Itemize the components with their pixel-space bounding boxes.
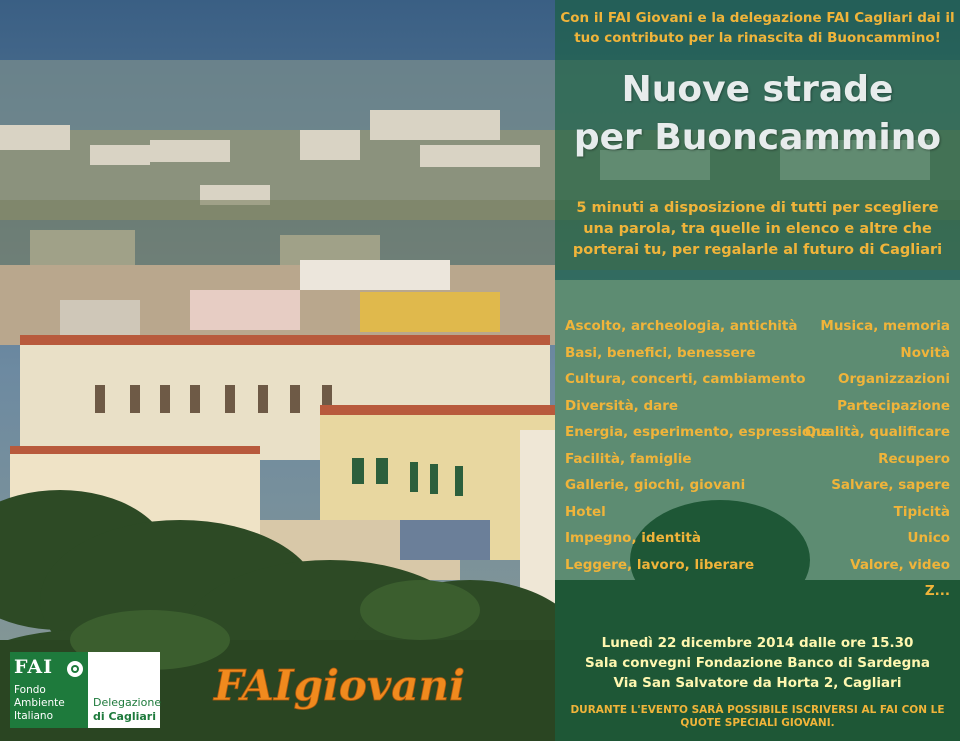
word-right-t: Tipicità (893, 504, 950, 520)
fai-logo-sub-2: Ambiente (14, 697, 65, 709)
fai-logo (10, 652, 160, 728)
fai-logo-sub-1: Fondo (14, 684, 46, 696)
word-left-i: Impegno, identità (565, 530, 701, 546)
word-right-v: Valore, video (850, 557, 950, 573)
word-right-z: Z... (924, 583, 950, 599)
poster-title (560, 66, 955, 162)
event-address: Via San Salvatore da Horta 2, Cagliari (613, 675, 902, 691)
word-left-l: Leggere, lavoro, liberare (565, 557, 755, 573)
word-right-m: Musica, memoria (820, 318, 950, 334)
fai-logo-brand: FAI (14, 656, 54, 678)
word-right-o: Organizzazioni (838, 371, 950, 387)
event-date: Lunedì 22 dicembre 2014 dalle ore 15.30 (601, 635, 914, 651)
word-left-e: Energia, esperimento, espressione (565, 424, 830, 440)
title-line-1: Nuove strade (621, 69, 894, 110)
word-left-c: Cultura, concerti, cambiamento (565, 371, 806, 387)
note-line-2: QUOTE SPECIALI GIOVANI. (680, 717, 835, 729)
word-right-u: Unico (907, 530, 950, 546)
word-left-d: Diversità, dare (565, 398, 679, 414)
word-left-h: Hotel (565, 504, 606, 520)
description-text: 5 minuti a disposizione di tutti per scegliere una parola, tra quelle in elenco e altre che porterai tu, per regalarle al futuro di Cagliari (572, 200, 943, 258)
note-line-1: DURANTE L'EVENTO SARÀ POSSIBILE ISCRIVERSI AL FAI CON LE (570, 704, 945, 716)
fai-logo-sub-3: Italiano (14, 710, 53, 722)
event-venue: Sala convegni Fondazione Banco di Sardegna (585, 655, 930, 671)
word-left-b: Basi, benefici, benessere (565, 345, 756, 361)
fai-logo-delegation-1: Delegazione (93, 696, 162, 709)
word-right-p: Partecipazione (837, 398, 950, 414)
word-left-g: Gallerie, giochi, giovani (565, 477, 746, 493)
word-left-a: Ascolto, archeologia, antichità (565, 318, 798, 334)
word-right-r: Recupero (878, 451, 950, 467)
fai-logo-delegation-2: di Cagliari (93, 710, 157, 723)
word-right-n: Novità (900, 345, 950, 361)
membership-note (560, 704, 955, 730)
intro-text: Con il FAI Giovani e la delegazione FAI Cagliari dai il tuo contributo per la rinascita di Buoncammino! (560, 10, 955, 46)
fai-flower-icon (66, 660, 84, 678)
word-left-f: Facilità, famiglie (565, 451, 692, 467)
fai-giovani-logo (212, 652, 502, 722)
fai-logo-green-block (10, 652, 88, 728)
title-line-2: per Buoncammino (573, 117, 942, 158)
event-details (560, 633, 955, 693)
word-right-q: Qualità, qualificare (804, 424, 950, 440)
word-right-s: Salvare, sapere (831, 477, 950, 493)
fai-giovani-wordmark: FAIgiovani (214, 661, 466, 710)
